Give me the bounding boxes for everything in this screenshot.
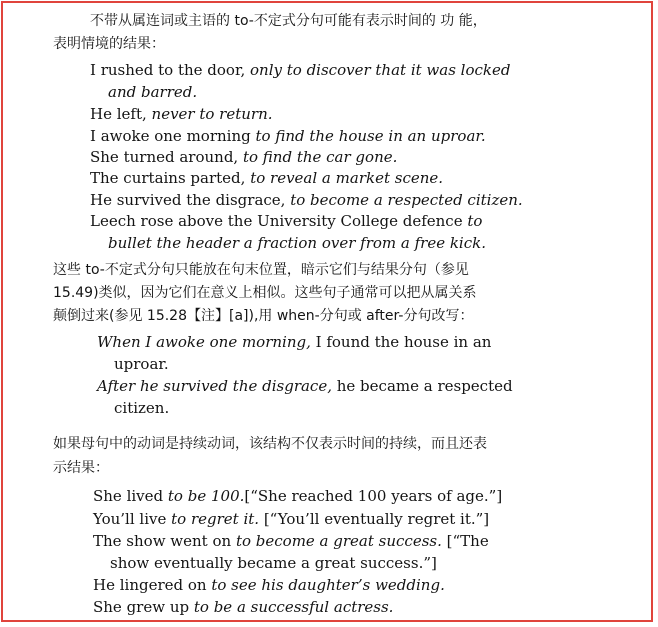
example-line: show eventually became a great success.”] — [110, 554, 437, 572]
example-line: He survived the disgrace, to become a respected citizen. — [90, 191, 523, 209]
example-line: I awoke one morning to find the house in an uproar. — [90, 127, 486, 145]
explanation-line-2: 15.49)类似，因为它们在意义上相似。这些句子通常可以把从属关系 — [53, 285, 477, 301]
intro-line-1: 不带从属连词或主语的 to-不定式分句可能有表示时间的 功 能， — [90, 13, 487, 29]
explanation-line-4: 如果母句中的动词是持续动词，该结构不仅表示时间的持续，而且还表 — [53, 436, 487, 452]
example-line: He lingered on to see his daughter’s wedding. — [93, 576, 445, 594]
document-page — [1, 1, 653, 622]
example-line: The curtains parted, to reveal a market scene. — [90, 169, 444, 187]
example-line: bullet the header a fraction over from a free kick. — [108, 234, 486, 252]
example-line: After he survived the disgrace, he became a respected — [97, 377, 513, 395]
example-line: You’ll live to regret it. [“You’ll eventually regret it.”] — [93, 510, 490, 528]
example-line: citizen. — [114, 399, 170, 417]
example-line: I rushed to the door, only to discover that it was locked — [90, 61, 511, 79]
intro-line-2: 表明情境的结果： — [53, 36, 165, 52]
example-line: He left, never to return. — [90, 105, 273, 123]
example-line: She grew up to be a successful actress. — [93, 598, 394, 616]
explanation-line-1: 这些 to-不定式分句只能放在句末位置，暗示它们与结果分句（参见 — [53, 262, 469, 278]
example-line: and barred. — [108, 83, 198, 101]
example-line: She lived to be 100.[“She reached 100 years of age.”] — [93, 487, 503, 505]
explanation-line-5: 示结果： — [53, 460, 109, 476]
example-line: She turned around, to find the car gone. — [90, 148, 398, 166]
example-line: The show went on to become a great success. [“The — [93, 532, 489, 550]
explanation-line-3: 颠倒过来(参见 15.28【注】[a]),用 when-分句或 after-分句改写： — [53, 308, 474, 324]
example-line: When I awoke one morning, I found the house in an — [97, 333, 492, 351]
example-line: uproar. — [114, 355, 169, 373]
example-line: Leech rose above the University College defence to — [90, 212, 483, 230]
